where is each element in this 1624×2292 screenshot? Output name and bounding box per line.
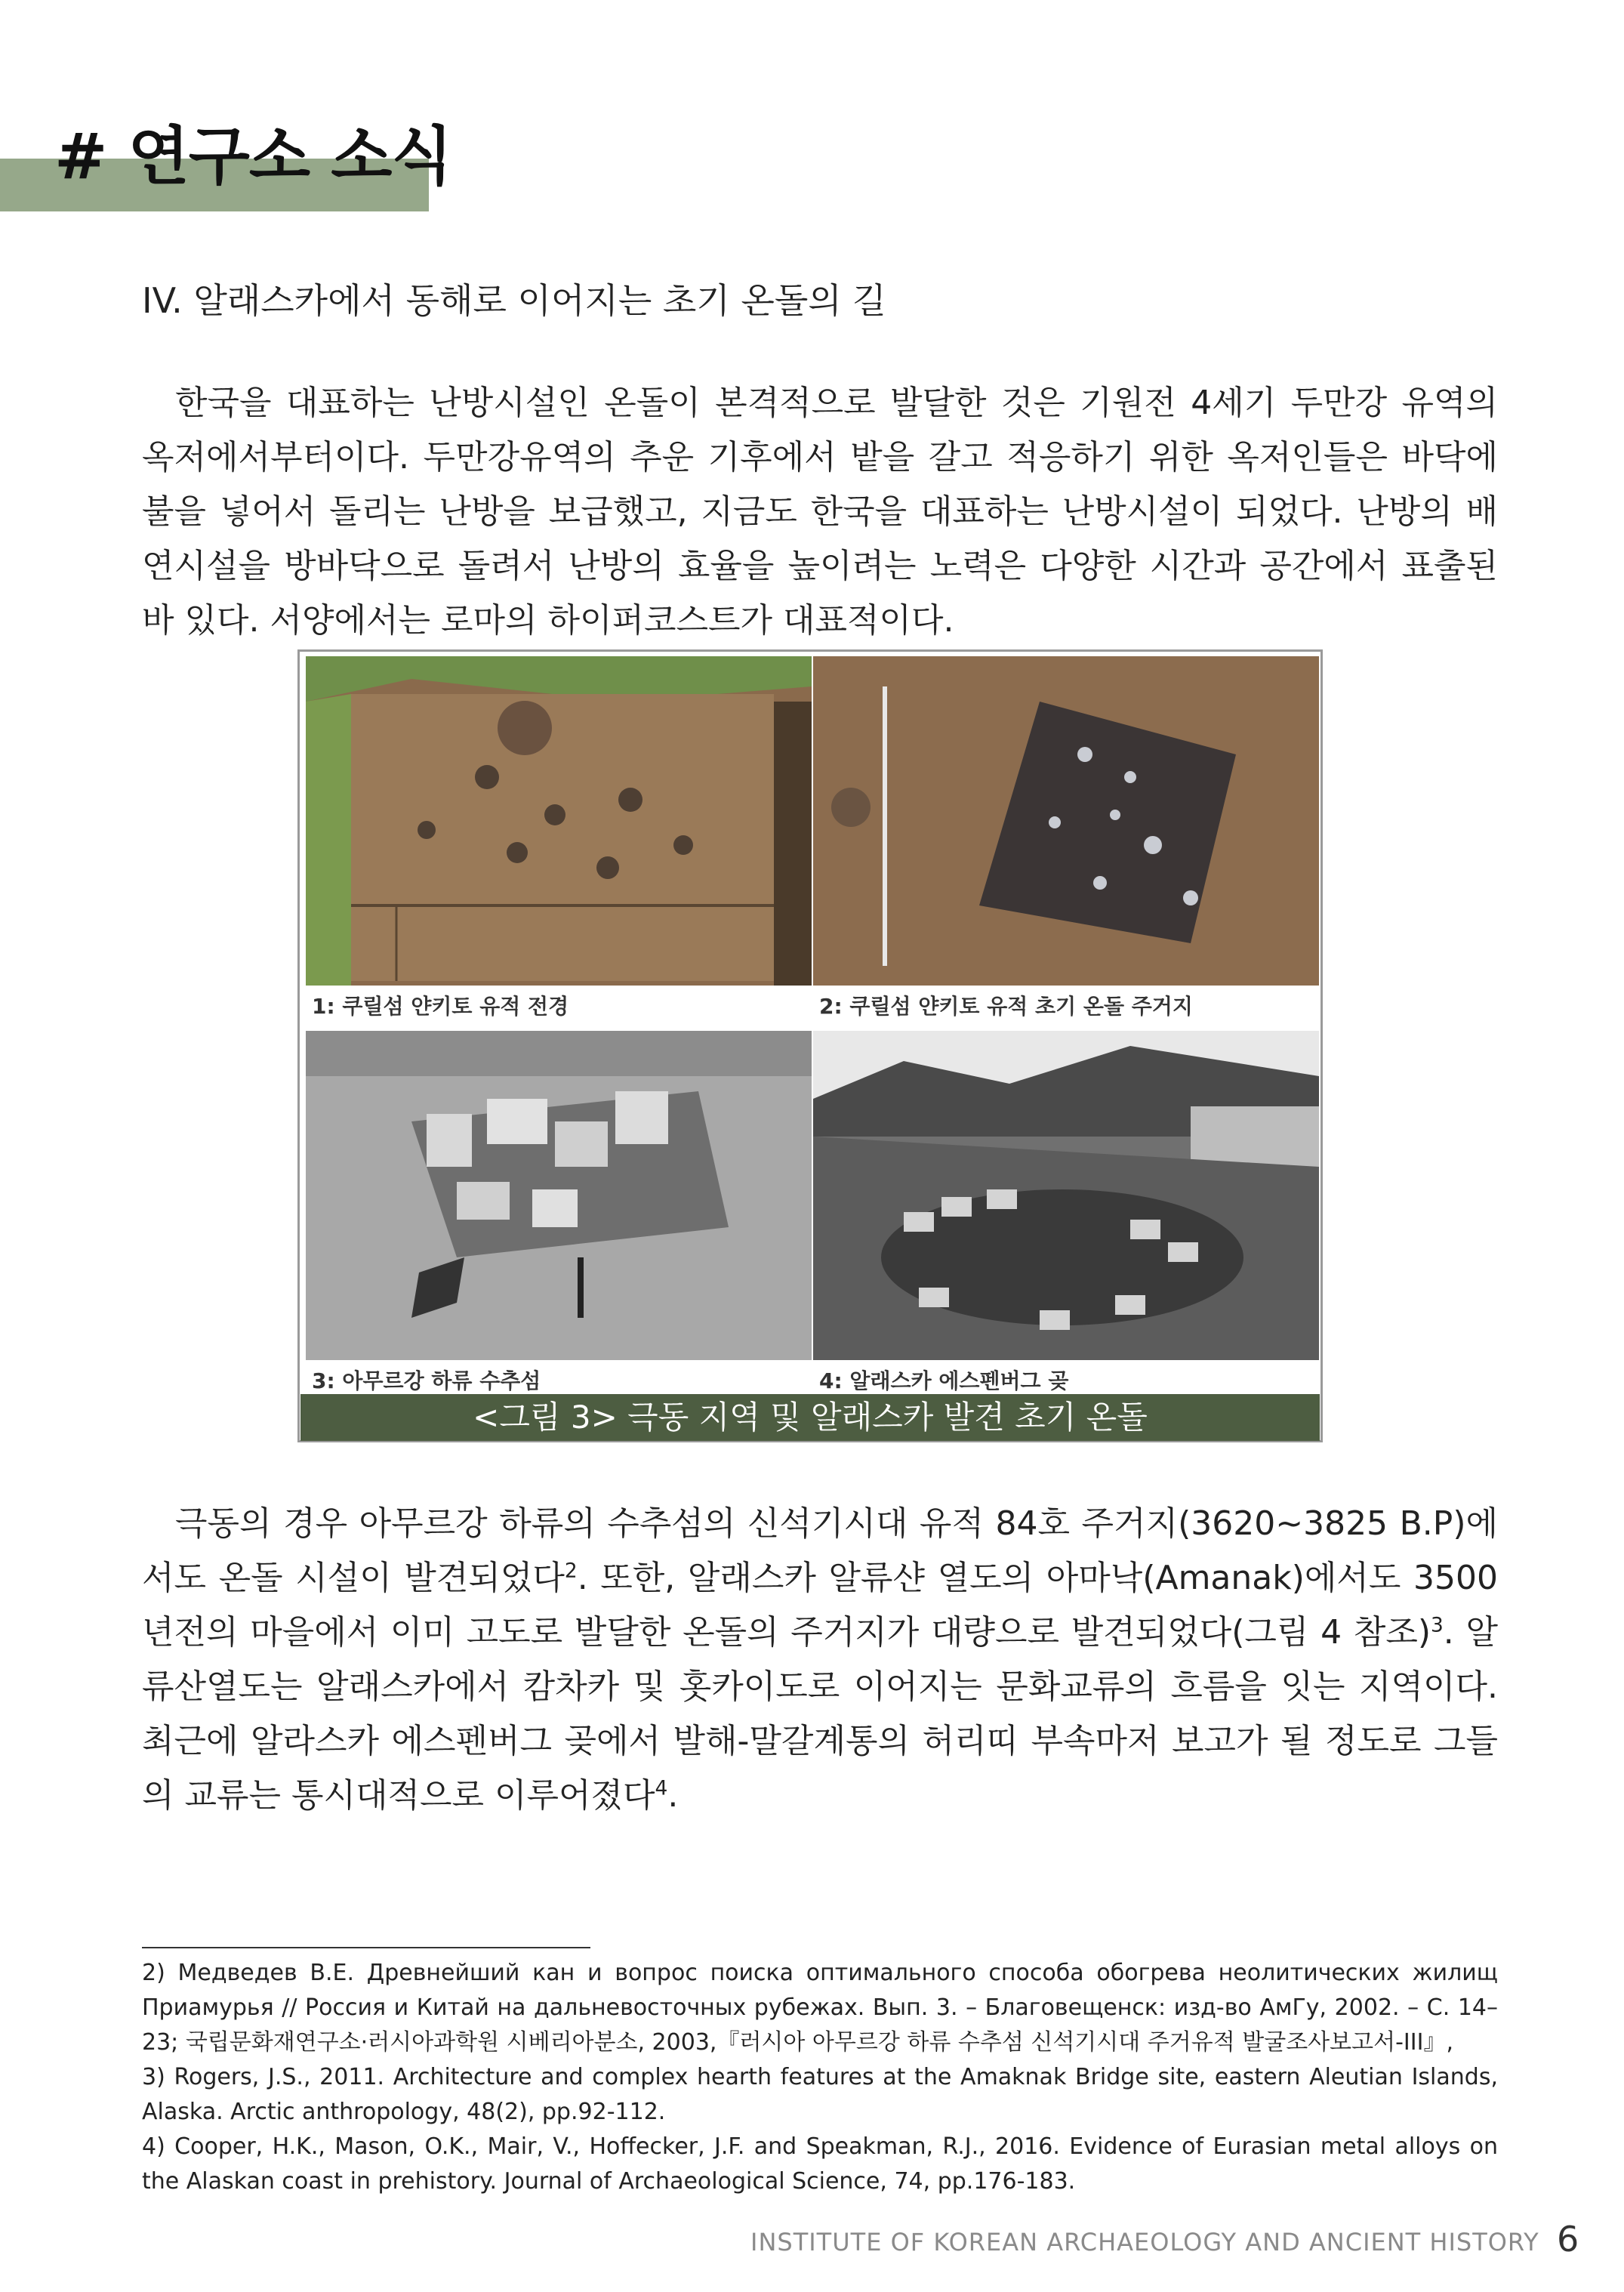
photo-espenberg-cape xyxy=(813,1031,1319,1398)
page-number: 6 xyxy=(1557,2219,1579,2260)
paragraph-2-text-3: . 알류산열도는 알래스카에서 캄차카 및 홋카이도로 이어지는 문화교류의 흐름을 잇는 지역이다. 최근에 알라스카 에스펜버그 곶에서 발해-말갈계통의 허리띠 부속마저 보고가 될 정도로 그들의 교류는 통시대적으로 이루어졌다 xyxy=(142,1613,1498,1815)
paragraph-2-text-2: . 또한, 알래스카 알류샨 열도의 아마낙(Amanak)에서도 3500년전의 마을에서 이미 고도로 발달한 온돌의 주거지가 대량으로 발견되었다(그림 4 참조) xyxy=(142,1559,1498,1652)
photo-yankito-overview xyxy=(306,656,812,1023)
footnote-2: 2) Медведев В.Е. Древнейший кан и вопрос поиска оптимального способа обогрева неолитических жилищ Приамурья // Россия и Китай на дальневосточных рубежах. Вып. 3. – Благовещенск: изд-во АмГу, 2002. – С. 14–23; 국립문화재연구소·러시아과학원 시베리아분소, 2003,『러시아 아무르강 하류 수추섬 신석기시대 주거유적 발굴조사보고서-III』, xyxy=(142,1960,1498,2056)
paragraph-1 xyxy=(142,376,1498,648)
coastal-site-photo xyxy=(813,1031,1319,1360)
footer-institute: INSTITUTE OF KOREAN ARCHAEOLOGY AND ANCIENT HISTORY xyxy=(750,2228,1539,2257)
paragraph-1-text: 한국을 대표하는 난방시설인 온돌이 본격적으로 발달한 것은 기원전 4세기 두만강 유역의 옥저에서부터이다. 두만강유역의 추운 기후에서 밭을 갈고 적응하기 위한 옥저인들은 바닥에 불을 넣어서 돌리는 난방을 보급했고, 지금도 한국을 대표하는 난방시설이 되었다. 난방의 배연시설을 방바닥으로 돌려서 난방의 효율을 높이려는 노력은 다양한 시간과 공간에서 표출된 바 있다. 서양에서는 로마의 하이퍼코스트가 대표적이다. xyxy=(142,384,1498,640)
footnote-divider xyxy=(142,1947,590,1948)
footnote-ref-3: 3 xyxy=(1431,1613,1444,1637)
photo-suchu-island xyxy=(306,1031,812,1398)
photo-caption-4: 4: 알래스카 에스펜버그 곶 xyxy=(819,1368,1069,1393)
figure-caption: <그림 3> 극동 지역 및 알래스카 발견 초기 온돌 xyxy=(300,1394,1320,1441)
photo-caption-3: 3: 아무르강 하류 수추섬 xyxy=(312,1368,541,1393)
photo-caption-1: 1: 쿠릴섬 얀키토 유적 전경 xyxy=(312,994,569,1019)
footnote-3: 3) Rogers, J.S., 2011. Architecture and complex hearth features at the Amaknak Bridge site, eastern Aleutian Islands, Alaska. Arctic anthropology, 48(2), pp.92-112. xyxy=(142,2064,1498,2125)
stone-feature-photo xyxy=(306,1031,812,1360)
section-title: # 연구소 소식 xyxy=(54,119,452,193)
footnote-ref-4: 4 xyxy=(655,1776,668,1800)
paragraph-2-text-1: 극동의 경우 아무르강 하류의 수추섬의 신석기시대 유적 84호 주거지(3620~3825 B.P)에서도 온돌 시설이 발견되었다 xyxy=(142,1504,1498,1597)
paragraph-2-text-4: . xyxy=(667,1776,679,1815)
footnote-ref-2: 2 xyxy=(564,1559,578,1583)
footnote-4: 4) Cooper, H.K., Mason, O.K., Mair, V., Hoffecker, J.F. and Speakman, R.J., 2016. Evidence of Eurasian metal alloys on the Alaskan coast in prehistory. Journal of Archaeological Science, 74, pp.176-183. xyxy=(142,2133,1498,2195)
ondol-dwelling-photo xyxy=(813,656,1319,986)
figure-3 xyxy=(297,649,1323,1442)
paragraph-2 xyxy=(142,1497,1498,1823)
photo-yankito-ondol xyxy=(813,656,1319,1023)
footnotes xyxy=(142,1956,1498,2199)
aerial-site-photo xyxy=(306,656,812,986)
section-subheading: IV. 알래스카에서 동해로 이어지는 초기 온돌의 길 xyxy=(142,280,886,321)
photo-caption-2: 2: 쿠릴섬 얀키토 유적 초기 온돌 주거지 xyxy=(819,994,1193,1019)
